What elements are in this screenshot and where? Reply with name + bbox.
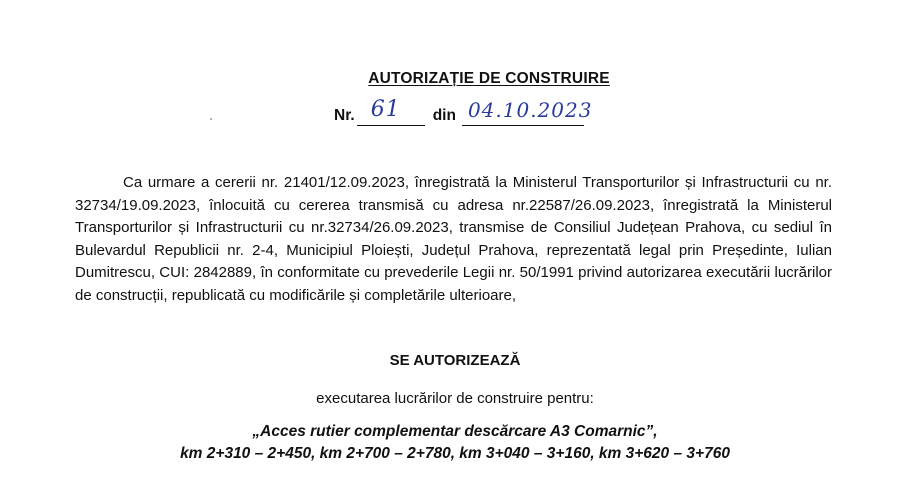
nr-field	[357, 97, 425, 126]
date-label: din	[432, 107, 456, 124]
document-title: AUTORIZAȚIE DE CONSTRUIRE	[368, 70, 610, 87]
date-handwritten-value: 04.10.2023	[467, 98, 593, 122]
body-paragraph: Ca urmare a cererii nr. 21401/12.09.2023, înregistrată la Ministerul Transporturilor și Infrastructurii cu nr. 32734/19.09.2023, înlocuită cu cererea transmisă cu adresa nr.22587/26.09.2023, înregistrată la Ministerul Transporturilor și Infrastructurii cu nr.32734/26.09.2023, transmise de Consiliul Județean Prahova, cu sediul în Bulevardul Republicii nr. 2-4, Municipiul Ploiești, Județul Prahova, reprezentată legal prin Președinte, Iulian Dumitrescu, CUI: 2842889, în conformitate cu prevederile Legii nr. 50/1991 privind autorizarea executării lucrărilor de construcții, republicată cu modificările și completările ulterioare,	[75, 174, 832, 304]
document-number-line	[334, 96, 593, 126]
decision-heading: SE AUTORIZEAZĂ	[389, 352, 521, 369]
project-title: „Acces rutier complementar descărcare A3 Comarnic”,	[252, 423, 658, 440]
execution-text: executarea lucrărilor de construire pentru:	[316, 390, 594, 407]
km-segments: km 2+310 – 2+450, km 2+700 – 2+780, km 3+040 – 3+160, km 3+620 – 3+760	[180, 445, 730, 462]
nr-label: Nr.	[334, 107, 355, 124]
scan-speck	[210, 118, 212, 120]
date-field	[462, 98, 593, 126]
nr-handwritten-value: 61	[370, 97, 401, 122]
